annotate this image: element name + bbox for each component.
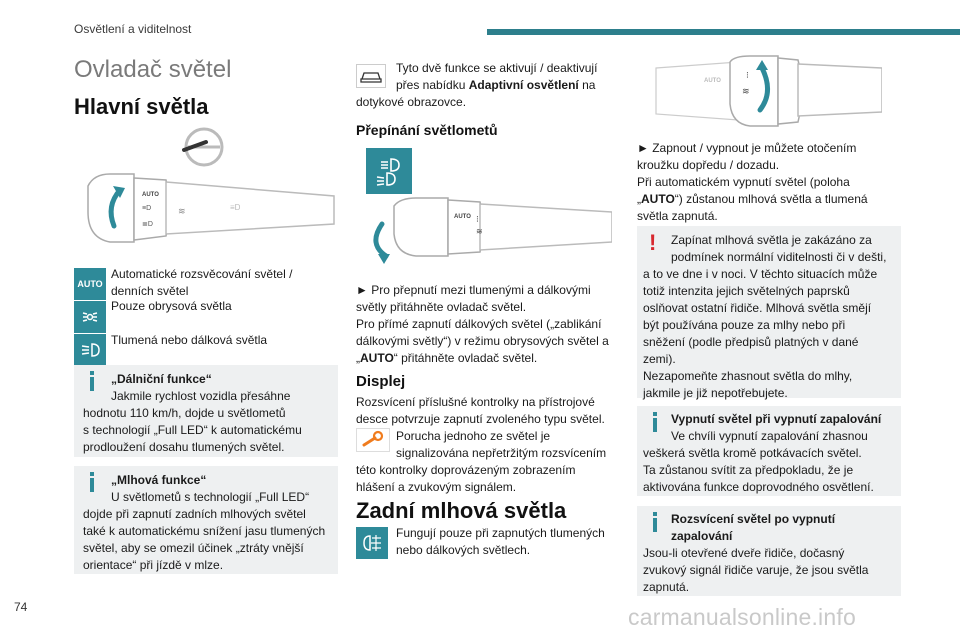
car-icon (356, 64, 386, 88)
heading-display: Displej (356, 373, 406, 390)
info-lights-title: Rozsvícení světel po vypnutí (671, 512, 836, 526)
info-lights-title: zapalování (671, 529, 733, 543)
info-box-highway (74, 365, 338, 457)
parking-lights-icon (74, 301, 106, 333)
warning-line: podmínek normální viditelnosti či v dešti, (671, 250, 887, 264)
stalk-auto-label: AUTO (142, 192, 159, 198)
heading-main-lights: Hlavní světla (74, 94, 209, 119)
warning-line: oslňovat ostatní řidiče. Mlhová světla smějí (643, 301, 872, 315)
fault-line: této kontrolky doprovázeným zobrazením (356, 463, 576, 477)
info-highway-line: hodnotu 110 km/h, dojde u světlometů (83, 406, 286, 420)
info-ignition-line: Ta zůstanou svítit za předpokladu, že je (643, 463, 854, 477)
info-lights-line: zapnutá. (643, 580, 690, 594)
warning-line: jakmile je již nepotřebujete. (643, 386, 788, 400)
svg-text:≡D: ≡D (230, 203, 241, 212)
svg-text:≋: ≋ (476, 227, 483, 236)
warning-icon: ! (649, 230, 657, 255)
info-fog-line: dojde při zapnutí zadních mlhových světel (83, 507, 306, 521)
info-icon (90, 377, 94, 391)
info-fog-line: světel, aby se omezil účinek „ztráty vnější (83, 541, 304, 555)
rear-fog-icon (356, 527, 388, 559)
info-ignition-line: veškerá světla kromě potkávacích světel. (643, 446, 862, 460)
info-fog-title: „Mlhová funkce“ (111, 473, 207, 487)
svg-text:≣D: ≣D (142, 221, 153, 228)
info-lights-line: Jsou-li otevřené dveře řidiče, dočasný (643, 546, 845, 560)
warning-box-fog (637, 226, 901, 398)
adaptive-line1: Tyto dvě funkce se aktivují / deaktivují (396, 61, 598, 75)
svg-text:≡D: ≡D (142, 205, 152, 212)
section-title: Osvětlení a viditelnost (74, 22, 192, 36)
header-bar (487, 29, 960, 35)
switch-stalk-auto-label: AUTO (454, 214, 471, 220)
info-fog-line: U světlometů s technologií „Full LED“ (111, 490, 310, 504)
rear-fog-text: Fungují pouze při zapnutých tlumených nebo dálkových světlech. (396, 526, 605, 557)
heading-switching: Přepínání světlometů (356, 122, 498, 138)
info-icon (90, 478, 94, 492)
page-number: 74 (14, 600, 28, 614)
legend-parking-text: Pouze obrysová světla (111, 299, 232, 313)
switching-text: ► Pro přepnutí mezi tlumenými a dálkovými světly přitáhněte ovladač světel. Pro přímé zapnutí dálkových světel („zablikání dálkovými světly“) v režimu obrysových světel a „AUTO“ přitáhněte ovladač světel. (356, 283, 609, 365)
fault-line: Porucha jednoho ze světel je (396, 429, 551, 443)
svg-text:⁝: ⁝ (476, 214, 479, 224)
info-icon (653, 518, 657, 532)
info-icon (653, 418, 657, 432)
info-fog-line: orientace“ při jízdě v mlze. (83, 558, 224, 572)
warning-line: sněžení (podle předpisů platných v dané (643, 335, 859, 349)
legend-auto-text: Automatické rozsvěcování světel / denních světel (111, 267, 293, 298)
warning-line: a to ve dne i v noci. V těchto situacích může (643, 267, 878, 281)
lighting-stalk-illustration (80, 126, 338, 254)
svg-text:≋: ≋ (742, 86, 750, 96)
heading-rear-fog: Zadní mlhová světla (356, 498, 567, 523)
fog-stalk-illustration (650, 54, 882, 134)
info-highway-title: „Dálniční funkce“ (111, 372, 212, 386)
info-box-fog (74, 466, 338, 574)
svg-text:⁝: ⁝ (746, 70, 749, 80)
watermark: carmanualsonline.info (628, 604, 856, 630)
adaptive-line2: přes nabídku Adaptivní osvětlení na (396, 78, 596, 92)
warning-line: Nezapomeňte zhasnout světla do mlhy, (643, 369, 853, 383)
info-box-ignition-off (637, 406, 901, 496)
info-lights-line: zvukový signál řidiče varuje, že jsou světla (643, 563, 869, 577)
info-ignition-title: Vypnutí světel při vypnutí zapalování (671, 412, 882, 426)
info-highway-line: s technologií „Full LED“ k automatickému (83, 423, 302, 437)
warning-line: zemi). (643, 352, 676, 366)
display-text: Rozsvícení příslušné kontrolky na přístrojové desce potvrzuje zapnutí zvoleného typu světel. (356, 395, 605, 426)
info-highway-line: prodloužení dosahu tlumených světel. (83, 440, 285, 454)
fault-line: signalizována nepřetržitým rozsvícením (396, 446, 607, 460)
info-box-lights-on (637, 506, 901, 596)
warning-line: Zapínat mlhová světla je zakázáno za (671, 233, 872, 247)
legend-beam-text: Tlumená nebo dálková světla (111, 333, 268, 347)
low-high-beam-icon (74, 334, 106, 366)
info-ignition-line: aktivována funkce doprovodného osvětlení. (643, 480, 874, 494)
beam-switch-icon (366, 148, 412, 194)
warning-line: totiž intenzita jejich světelných paprsků (643, 284, 850, 298)
page-title: Ovladač světel (74, 56, 232, 83)
auto-icon: AUTO (74, 268, 106, 300)
info-ignition-line: Ve chvíli vypnutí zapalování zhasnou (671, 429, 868, 443)
info-highway-line: Jakmile rychlost vozidla přesáhne (111, 389, 291, 403)
svg-text:≋: ≋ (178, 206, 186, 216)
fog-instructions: ► Zapnout / vypnout je můžete otočením kroužku dopředu / dozadu. Při automatickém vypnutí světel (poloha „AUTO“) zůstanou mlhová světla a tlumená světla zapnutá. (637, 141, 868, 223)
warning-line: být používána pouze za mlhy nebo při (643, 318, 846, 332)
fog-stalk-auto-label: AUTO (704, 78, 721, 84)
switching-stalk-illustration (364, 196, 612, 266)
fault-line: hlášení a zvukovým signálem. (356, 480, 517, 494)
wrench-icon (356, 428, 390, 452)
info-fog-line: také k automatickému snížení jasu tlumených (83, 524, 326, 538)
adaptive-line3: dotykové obrazovce. (356, 95, 467, 109)
